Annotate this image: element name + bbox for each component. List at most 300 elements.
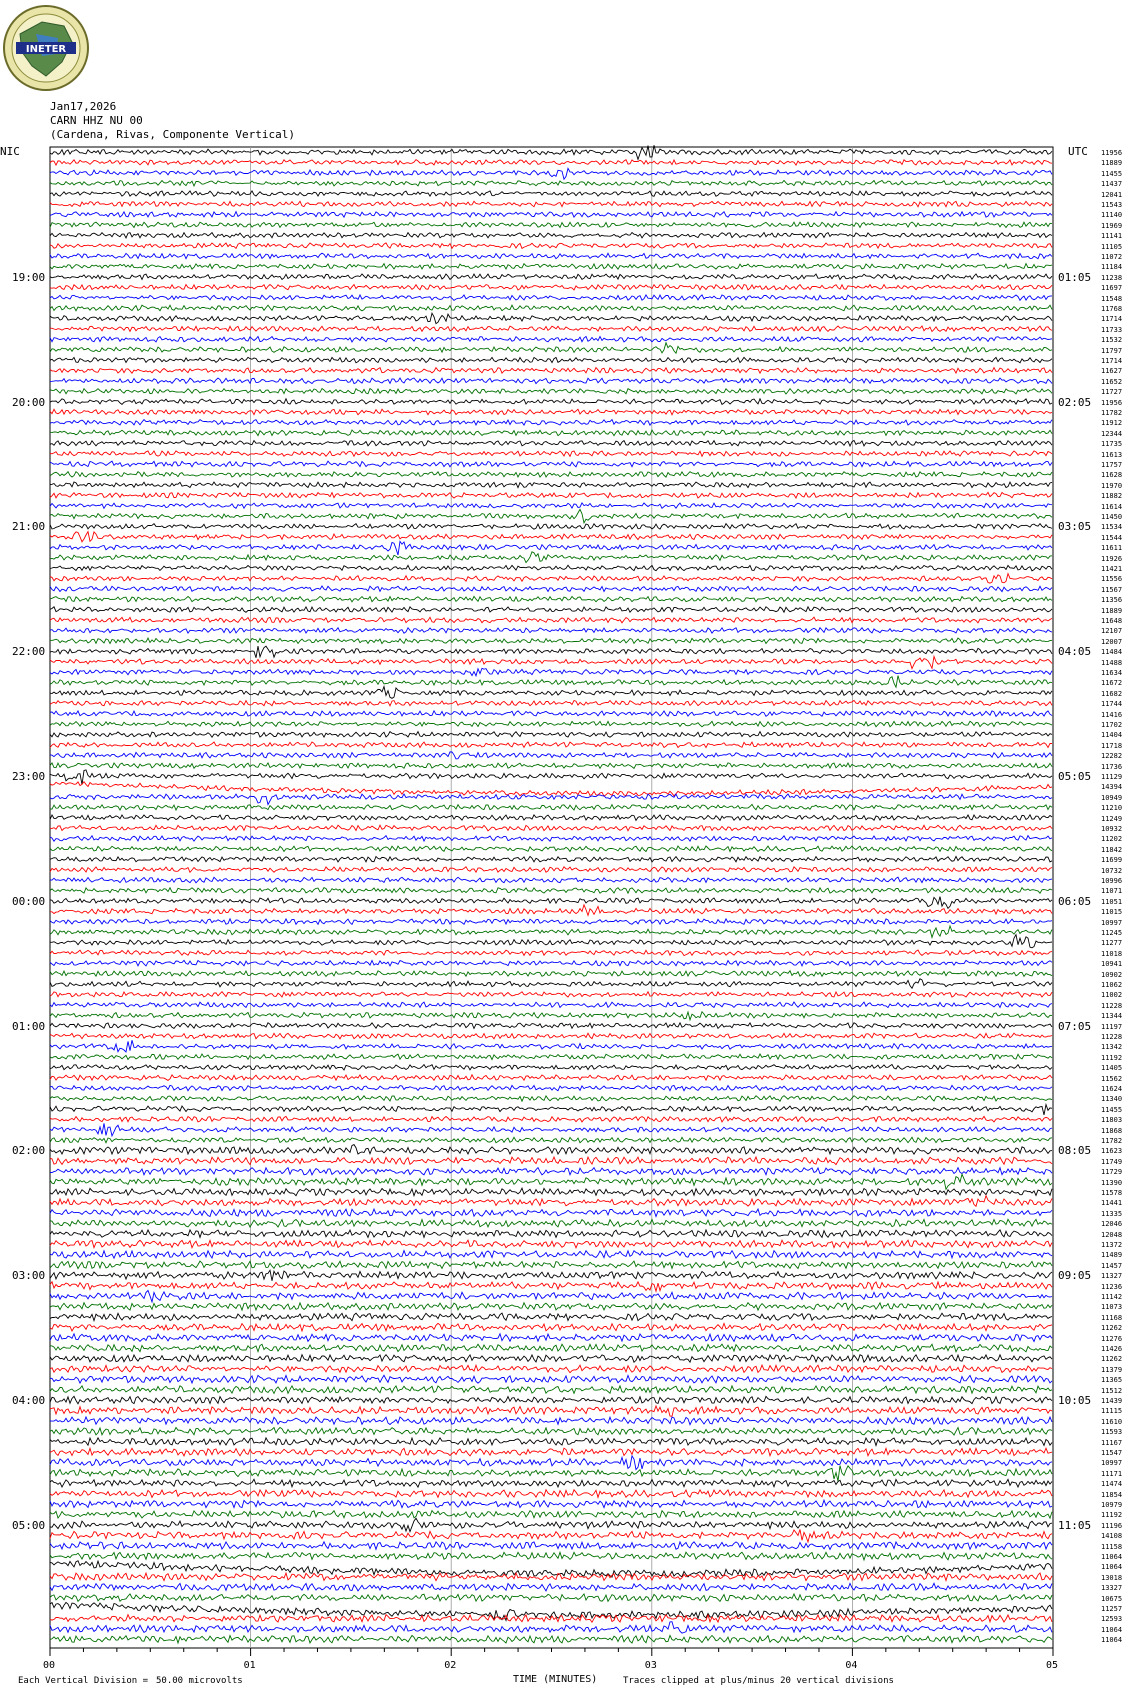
seismic-trace (50, 305, 1052, 311)
trace-count-label: 11115 (1101, 1407, 1123, 1416)
seismic-trace (50, 1396, 1052, 1404)
trace-count-label: 11652 (1101, 377, 1123, 386)
right-axis-title: UTC (1068, 145, 1088, 158)
trace-count-label: 11714 (1101, 357, 1123, 365)
seismic-trace (50, 1428, 1052, 1436)
right-hour-label: 11:05 (1058, 1518, 1092, 1532)
seismic-trace (50, 1230, 1052, 1238)
seismic-trace (50, 285, 1052, 291)
seismic-trace (50, 1479, 1052, 1487)
header-station: CARN HHZ NU 00 (50, 114, 143, 127)
seismic-trace (50, 905, 1052, 916)
seismic-trace (50, 1375, 1052, 1383)
trace-count-label: 11702 (1101, 721, 1123, 729)
trace-count-label: 11158 (1101, 1542, 1123, 1551)
trace-count-label: 11356 (1101, 596, 1123, 605)
seismic-trace (50, 1456, 1052, 1470)
seismic-trace (50, 532, 1052, 542)
seismic-trace (50, 1583, 1052, 1591)
seismic-trace (50, 492, 1052, 498)
seismic-trace (50, 1291, 1052, 1302)
trace-count-label: 11627 (1101, 367, 1123, 376)
trace-count-label: 11262 (1101, 1324, 1123, 1333)
trace-count-label: 11956 (1101, 398, 1123, 407)
seismic-trace (50, 1573, 1052, 1581)
trace-count-label: 11168 (1101, 1313, 1123, 1322)
seismic-trace (50, 676, 1052, 688)
trace-count-label: 11072 (1101, 253, 1123, 261)
seismic-trace (50, 1040, 1052, 1052)
seismic-trace (50, 1196, 1052, 1207)
trace-count-label: 11733 (1101, 325, 1123, 334)
trace-count-label: 11228 (1101, 1033, 1123, 1041)
seismic-trace (50, 1355, 1052, 1363)
seismic-trace (50, 168, 1052, 179)
trace-count-label: 11197 (1101, 1022, 1123, 1031)
seismic-trace (50, 971, 1052, 977)
trace-count-label: 11142 (1101, 1293, 1123, 1301)
trace-count-label: 11245 (1101, 929, 1123, 937)
seismic-trace (50, 409, 1052, 415)
trace-count-label: 11484 (1101, 648, 1123, 657)
seismic-trace (50, 420, 1052, 426)
seismic-trace (50, 343, 1052, 354)
seismic-trace (50, 607, 1052, 613)
trace-count-label: 11567 (1101, 585, 1123, 594)
trace-count-label: 10997 (1101, 918, 1123, 927)
left-hour-label: 02:00 (12, 1144, 46, 1158)
seismic-trace (50, 979, 1052, 989)
seismic-trace (50, 897, 1052, 909)
trace-count-label: 11192 (1101, 1511, 1123, 1520)
seismic-trace (50, 950, 1052, 956)
x-tick-label: 01 (243, 1660, 256, 1671)
trace-count-label: 11548 (1101, 294, 1123, 303)
trace-count-label: 11735 (1101, 440, 1123, 449)
x-axis-label: TIME (MINUTES) (513, 1674, 598, 1685)
trace-count-label: 11797 (1101, 346, 1123, 355)
trace-count-label: 11782 (1101, 409, 1123, 417)
trace-count-label: 11439 (1101, 1397, 1123, 1405)
trace-count-label: 11051 (1101, 897, 1123, 906)
seismic-trace (50, 596, 1052, 601)
trace-count-label: 11390 (1101, 1178, 1123, 1187)
trace-count-label: 11404 (1101, 731, 1123, 740)
seismic-trace (50, 451, 1052, 457)
seismic-trace (50, 1561, 1052, 1578)
trace-count-label: 11344 (1101, 1012, 1123, 1021)
seismic-trace (50, 1386, 1052, 1394)
seismic-trace (50, 1313, 1052, 1321)
seismic-trace (50, 253, 1052, 259)
seismic-trace (50, 752, 1052, 759)
trace-count-label: 11613 (1101, 450, 1123, 459)
seismic-trace (50, 1188, 1052, 1196)
trace-count-label: 11854 (1101, 1490, 1123, 1499)
trace-count-label: 13327 (1101, 1584, 1123, 1593)
x-tick-label: 05 (1046, 1660, 1059, 1671)
trace-count-label: 11727 (1101, 388, 1123, 397)
trace-count-label: 11697 (1101, 284, 1123, 293)
seismic-trace (50, 1334, 1052, 1342)
seismic-trace (50, 461, 1052, 467)
trace-count-label: 11015 (1101, 908, 1123, 917)
trace-count-label: 11335 (1101, 1209, 1123, 1218)
seismic-trace (50, 1622, 1052, 1633)
right-hour-label: 07:05 (1058, 1019, 1092, 1033)
seismic-trace (50, 836, 1052, 842)
trace-count-label: 11736 (1101, 762, 1123, 771)
trace-count-label: 10675 (1101, 1594, 1123, 1603)
seismic-trace (50, 1500, 1052, 1508)
seismic-trace (50, 825, 1052, 831)
seismic-trace (50, 1240, 1052, 1248)
seismic-trace (50, 565, 1052, 571)
trace-count-label: 11578 (1101, 1189, 1123, 1197)
seismic-trace (50, 888, 1052, 894)
seismic-trace (50, 1075, 1052, 1081)
seismic-trace (50, 1594, 1052, 1602)
seismic-trace (50, 711, 1052, 717)
seismic-trace (50, 1365, 1052, 1373)
trace-count-label: 11238 (1101, 273, 1123, 282)
trace-count-label: 12041 (1101, 190, 1123, 199)
seismic-trace (50, 541, 1052, 555)
trace-count-label: 11624 (1101, 1085, 1123, 1093)
trace-count-label: 11556 (1101, 575, 1123, 584)
trace-count-label: 14108 (1101, 1532, 1123, 1541)
seismic-trace (50, 919, 1052, 925)
trace-count-label: 11912 (1101, 419, 1123, 428)
trace-count-label: 11474 (1101, 1480, 1123, 1489)
trace-count-label: 11405 (1101, 1064, 1123, 1073)
seismic-trace (50, 1438, 1052, 1446)
trace-count-label: 11228 (1101, 1001, 1123, 1010)
seismic-trace (50, 926, 1052, 938)
trace-count-label: 11672 (1101, 679, 1123, 688)
trace-count-label: 11926 (1101, 554, 1123, 563)
seismic-trace (50, 524, 1052, 530)
seismic-trace (50, 264, 1052, 270)
right-hour-label: 08:05 (1058, 1144, 1092, 1158)
ineter-logo-icon (2, 4, 90, 92)
seismic-trace (50, 846, 1052, 852)
trace-count-label: 11421 (1101, 565, 1123, 573)
seismic-trace (50, 628, 1052, 634)
seismic-trace (50, 1157, 1052, 1165)
trace-count-label: 11002 (1101, 991, 1123, 1000)
trace-count-label: 11365 (1101, 1376, 1123, 1385)
seismic-trace (50, 1054, 1052, 1060)
trace-count-label: 11064 (1101, 1563, 1123, 1572)
seismic-trace (50, 992, 1052, 998)
trace-count-label: 10932 (1101, 825, 1123, 833)
x-axis-ticks (50, 1648, 1053, 1656)
seismic-trace (50, 1116, 1052, 1122)
x-tick-label: 00 (43, 1660, 56, 1671)
trace-count-label: 11455 (1101, 169, 1123, 178)
trace-count-label: 11714 (1101, 315, 1123, 324)
seismic-trace (50, 1085, 1052, 1090)
seismic-trace (50, 357, 1052, 363)
trace-count-label: 11327 (1101, 1272, 1123, 1281)
trace-count-label: 10997 (1101, 1459, 1123, 1468)
trace-count-label: 11544 (1101, 533, 1123, 542)
seismic-trace (50, 212, 1052, 218)
seismic-trace (50, 574, 1052, 584)
seismic-trace (50, 1096, 1052, 1102)
trace-count-label: 11488 (1101, 658, 1123, 667)
trace-count-label: 11441 (1101, 1199, 1123, 1208)
trace-count-label: 11543 (1101, 201, 1123, 209)
seismic-trace (50, 1012, 1052, 1020)
right-hour-label: 10:05 (1058, 1394, 1092, 1407)
trace-count-label: 11171 (1101, 1469, 1123, 1478)
trace-count-label: 11236 (1101, 1282, 1123, 1291)
seismic-trace (50, 472, 1052, 477)
left-hour-label: 01:00 (12, 1019, 46, 1033)
seismic-trace (50, 552, 1052, 563)
seismic-trace (50, 1490, 1052, 1498)
trace-count-label: 12344 (1101, 429, 1123, 438)
trace-count-label: 11889 (1101, 606, 1123, 615)
trace-count-label: 14394 (1101, 783, 1123, 792)
trace-count-label: 11426 (1101, 1345, 1123, 1353)
seismic-trace (50, 586, 1052, 592)
seismic-trace (50, 1065, 1052, 1071)
trace-count-label: 11342 (1101, 1043, 1123, 1052)
seismic-trace (50, 503, 1052, 508)
seismic-trace (50, 430, 1052, 436)
seismic-trace (50, 181, 1052, 187)
seismic-trace (50, 1033, 1052, 1039)
seismic-trace (50, 657, 1052, 669)
seismic-trace (50, 763, 1052, 769)
trace-count-label: 12593 (1101, 1615, 1123, 1624)
trace-count-label: 11372 (1101, 1241, 1123, 1249)
left-hour-label: 04:00 (12, 1394, 46, 1407)
right-hour-label: 09:05 (1058, 1269, 1092, 1283)
seismic-trace (50, 1174, 1052, 1189)
trace-count-label: 11803 (1101, 1116, 1123, 1125)
seismic-trace (50, 482, 1052, 488)
right-hour-label: 05:05 (1058, 770, 1092, 783)
seismic-trace (50, 877, 1052, 883)
seismic-trace (50, 1448, 1052, 1456)
logo-text: INETER (25, 44, 67, 55)
trace-count-label: 11457 (1101, 1261, 1123, 1270)
seismic-trace (50, 935, 1052, 948)
trace-count-label: 11614 (1101, 502, 1123, 511)
trace-count-label: 11249 (1101, 814, 1123, 823)
seismic-trace (50, 1518, 1052, 1531)
seismic-trace (50, 399, 1052, 405)
seismic-trace (50, 274, 1052, 280)
trace-count-label: 11782 (1101, 1137, 1123, 1145)
seismic-trace (50, 1282, 1052, 1292)
trace-count-label: 11064 (1101, 1553, 1123, 1561)
seismic-trace (50, 1219, 1052, 1227)
trace-count-label: 10732 (1101, 866, 1123, 875)
left-hour-label: 23:00 (12, 770, 46, 783)
trace-count-label: 10979 (1101, 1501, 1123, 1509)
trace-count-label: 11868 (1101, 1126, 1123, 1135)
clip-note: Traces clipped at plus/minus 20 vertical divisions (623, 1676, 894, 1686)
trace-count-label: 11141 (1101, 232, 1123, 241)
trace-count-label: 11634 (1101, 669, 1123, 677)
seismic-trace (50, 1511, 1052, 1519)
trace-count-label: 11623 (1101, 1147, 1123, 1156)
seismic-traces (50, 145, 1052, 1643)
left-hour-label: 03:00 (12, 1269, 46, 1283)
seismic-trace (50, 1123, 1052, 1136)
left-hour-label: 21:00 (12, 520, 46, 534)
left-axis-title: NIC (0, 145, 20, 158)
trace-count-label: 11562 (1101, 1074, 1123, 1083)
seismic-trace (50, 770, 1052, 785)
seismic-trace (50, 856, 1052, 862)
left-hour-label: 05:00 (12, 1518, 46, 1532)
seismic-trace (50, 782, 1052, 797)
trace-count-label: 11512 (1101, 1386, 1123, 1395)
header-date: Jan17,2026 (50, 100, 117, 113)
seismic-trace (50, 1023, 1052, 1029)
trace-count-label: 10949 (1101, 793, 1123, 802)
seismic-trace (50, 389, 1052, 395)
seismic-trace (50, 742, 1052, 748)
trace-count-label: 12282 (1101, 752, 1123, 761)
seismic-trace (50, 1261, 1052, 1269)
trace-count-label: 11202 (1101, 835, 1123, 844)
trace-count-label: 11210 (1101, 804, 1123, 813)
seismic-trace (50, 867, 1052, 873)
trace-count-label: 11593 (1101, 1428, 1123, 1437)
seismic-trace (50, 646, 1052, 658)
seismic-trace (50, 201, 1052, 207)
trace-count-label: 11062 (1101, 981, 1123, 989)
x-tick-label: 02 (444, 1660, 457, 1671)
trace-count-label: 11532 (1101, 336, 1123, 345)
trace-count-label: 11064 (1101, 1636, 1123, 1645)
trace-count-label: 11018 (1101, 949, 1123, 958)
seismic-trace (50, 1105, 1052, 1115)
seismic-trace (50, 1168, 1052, 1175)
trace-count-label: 11970 (1101, 481, 1123, 490)
trace-count-label: 11718 (1101, 741, 1123, 750)
trace-count-label: 11105 (1101, 242, 1123, 251)
seismic-trace (50, 233, 1052, 238)
trace-count-label: 11648 (1101, 617, 1123, 625)
trace-count-label: 11882 (1101, 492, 1123, 501)
trace-count-label: 11437 (1101, 180, 1123, 189)
trace-count-label: 11140 (1101, 211, 1123, 220)
trace-count-label: 12048 (1101, 1230, 1123, 1239)
trace-count-label: 11489 (1101, 1251, 1123, 1260)
trace-count-label: 11729 (1101, 1168, 1123, 1177)
seismic-trace (50, 1270, 1052, 1281)
trace-count-label: 11628 (1101, 471, 1123, 480)
trace-count-label: 11744 (1101, 700, 1123, 709)
seismic-trace (50, 617, 1052, 623)
scale-value: 50.00 microvolts (156, 1676, 243, 1686)
seismic-trace (50, 295, 1052, 301)
trace-count-label: 11262 (1101, 1355, 1123, 1364)
trace-count-label: 11129 (1101, 773, 1123, 781)
seismic-trace (50, 243, 1052, 249)
seismic-trace (50, 1145, 1052, 1155)
trace-count-label: 11416 (1101, 710, 1123, 719)
seismic-trace (50, 1552, 1052, 1560)
right-hour-label: 01:05 (1058, 270, 1092, 284)
left-hour-label: 19:00 (12, 270, 46, 284)
trace-count-label: 11768 (1101, 305, 1123, 313)
seismic-trace (50, 721, 1052, 727)
seismic-trace (50, 1542, 1052, 1550)
trace-count-label: 11682 (1101, 689, 1123, 698)
seismic-trace (50, 794, 1052, 805)
seismic-trace (50, 1529, 1052, 1542)
seismic-trace (50, 1002, 1052, 1008)
trace-count-label: 11071 (1101, 887, 1123, 896)
trace-count-label: 11757 (1101, 461, 1123, 469)
seismic-trace (50, 509, 1052, 523)
left-hour-label: 22:00 (12, 645, 46, 659)
right-hour-label: 04:05 (1058, 645, 1092, 659)
scale-note: Each Vertical Division = (18, 1676, 149, 1686)
seismic-trace (50, 668, 1052, 676)
right-hour-label: 02:05 (1058, 395, 1092, 409)
trace-count-label: 11379 (1101, 1365, 1123, 1374)
trace-count-label: 11956 (1101, 149, 1123, 157)
seismic-trace (50, 1406, 1052, 1416)
trace-count-label: 12046 (1101, 1220, 1123, 1229)
seismic-trace (50, 1303, 1052, 1310)
seismic-trace (50, 732, 1052, 738)
trace-count-label: 12107 (1101, 627, 1123, 636)
seismic-trace (50, 815, 1052, 821)
seismic-trace (50, 160, 1052, 166)
trace-count-label: 10941 (1101, 960, 1123, 969)
trace-count-label: 10902 (1101, 970, 1123, 979)
x-tick-label: 04 (845, 1660, 858, 1671)
trace-count-label: 11196 (1101, 1521, 1123, 1530)
seismic-trace (50, 1209, 1052, 1217)
trace-count-label: 11842 (1101, 845, 1123, 854)
seismic-trace (50, 1344, 1052, 1352)
seismic-trace (50, 700, 1052, 705)
seismic-trace (50, 638, 1052, 644)
seismic-trace (50, 191, 1052, 196)
trace-count-label: 11277 (1101, 939, 1123, 948)
header-location: (Cardena, Rivas, Componente Vertical) (50, 128, 296, 141)
x-tick-label: 03 (644, 1660, 657, 1671)
trace-count-label: 11610 (1101, 1417, 1123, 1426)
seismic-trace (50, 804, 1052, 810)
trace-count-label: 11073 (1101, 1303, 1123, 1312)
trace-count-label: 12007 (1101, 637, 1123, 646)
seismic-trace (50, 1251, 1052, 1259)
seismic-trace (50, 337, 1052, 343)
trace-count-label: 11534 (1101, 523, 1123, 532)
trace-count-label: 11192 (1101, 1053, 1123, 1062)
trace-count-label: 11184 (1101, 263, 1123, 272)
seismic-trace (50, 313, 1052, 323)
seismic-trace (50, 1137, 1052, 1143)
seismic-trace (50, 1466, 1052, 1482)
seismic-trace (50, 960, 1052, 966)
trace-count-label: 11167 (1101, 1438, 1123, 1447)
trace-count-label: 11969 (1101, 221, 1123, 230)
